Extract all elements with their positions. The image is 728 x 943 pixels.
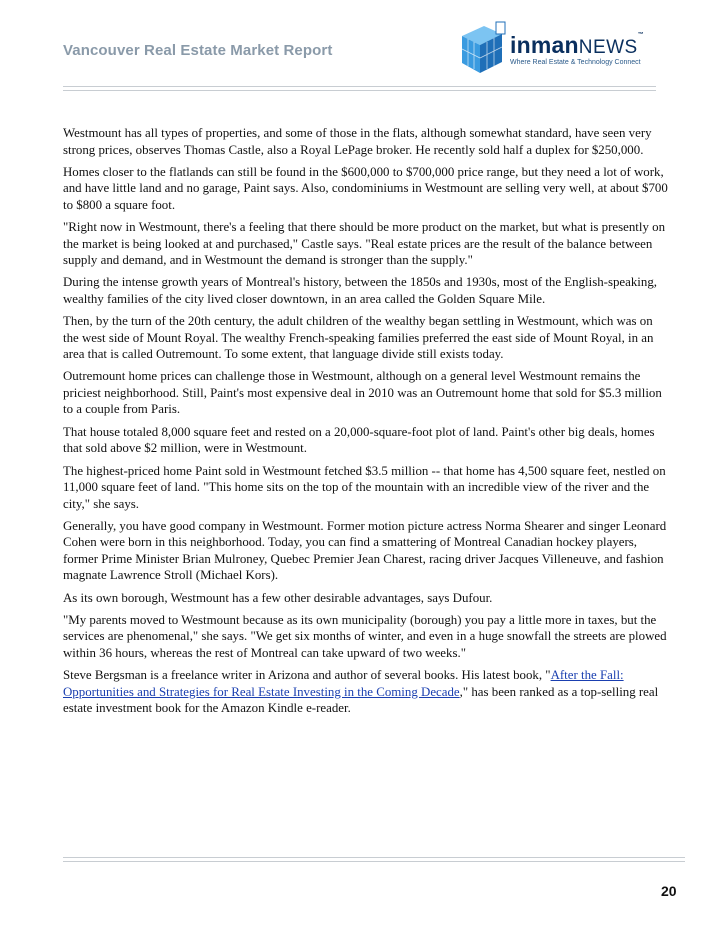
page-number: 20 <box>661 883 677 899</box>
article-paragraph: Outremount home prices can challenge those in Westmount, although on a general level Westmount remains the priciest neighborhood. Still, Paint's most expensive deal in 2010 was an Outremount home that sold for $5.3 million to a couple from Paris. <box>63 369 662 417</box>
inman-news-logo[interactable] <box>456 18 666 78</box>
logo-trademark: ™ <box>637 32 644 38</box>
book-title-link[interactable]: After the Fall: Opportunities and Strategies for Real Estate Investing in the Coming Decade <box>63 668 624 699</box>
logo-wordmark <box>510 32 644 59</box>
article-paragraph: As its own borough, Westmount has a few other desirable advantages, says Dufour. <box>63 590 493 605</box>
article-paragraph: Generally, you have good company in Westmount. Former motion picture actress Norma Shearer and singer Leonard Cohen were born in this neighborhood. Today, you can find a smattering of Montreal Canadian hockey players, former Prime Minister Brian Mulroney, Quebec Premier Jean Charest, racing driver Jacques Villeneuve, and fashion magnate Lawrence Stroll (Michael Kors). <box>63 518 667 583</box>
article-paragraph: During the intense growth years of Montreal's history, between the 1850s and 1930s, most of the English-speaking, wealthy families of the city lived closer downtown, in an area called the Golden Square Mile. <box>63 275 657 306</box>
article-paragraph: "My parents moved to Westmount because as its own municipality (borough) you pay a little more in taxes, but the services are phenomenal," she says. "We get six months of winter, and even in a huge snowfall the streets are plowed within 36 hours, whereas the rest of Montreal can take upward of two weeks." <box>63 612 667 660</box>
author-bio <box>63 667 669 717</box>
article-paragraph: Homes closer to the flatlands can still be found in the $600,000 to $700,000 price range, but they need a lot of work, and have little land and no garage, Paint says. Also, condominiums in Westmount are selling very well, at about $700 to $800 a square foot. <box>63 164 668 212</box>
header-divider <box>63 86 656 91</box>
logo-tagline: Where Real Estate & Technology Connect <box>510 59 641 66</box>
author-bio-text: Steve Bergsman is a freelance writer in Arizona and author of several books. His latest book, " <box>63 668 551 683</box>
article-paragraph: Then, by the turn of the 20th century, the adult children of the wealthy began settling in Westmount, which was on the west side of Mount Royal. The wealthy French-speaking families preferred the east side of Mount Royal, in an area that is called Outremount. To some extent, that language divide still exists today. <box>63 314 654 362</box>
inman-cube-logo-icon <box>456 18 508 78</box>
article-paragraph: That house totaled 8,000 square feet and rested on a 20,000-square-foot plot of land. Paint's other big deals, homes that sold above $2 million, were in Westmount. <box>63 424 655 456</box>
author-bio-text-end: ," has been ranked as a top-selling real estate investment book for the Amazon Kindle e-reader. <box>63 684 659 716</box>
article-body <box>63 125 669 723</box>
logo-brand-main: inman <box>510 32 579 58</box>
footer-divider <box>63 857 685 862</box>
article-paragraph: The highest-priced home Paint sold in Westmount fetched $3.5 million -- that home has 4,500 square feet, nestled on 11,000 square feet of land. "This home sits on the top of the mountain with an incredible view of the river and the city," she says. <box>63 463 666 511</box>
article-paragraph: Westmount has all types of properties, and some of those in the flats, although somewhat standard, have seen very strong prices, observes Thomas Castle, also a Royal LePage broker. He recently sold half a duplex for $250,000. <box>63 126 652 157</box>
article-paragraph: "Right now in Westmount, there's a feeling that there should be more product on the market, but what is presently on the market is being looked at and purchased," Castle says. "Real estate prices are the result of the balance between supply and demand, and in Westmount the demand is stronger than the supply." <box>63 220 666 268</box>
logo-brand-news: NEWS <box>578 37 638 58</box>
page-title: Vancouver Real Estate Market Report <box>63 42 333 59</box>
